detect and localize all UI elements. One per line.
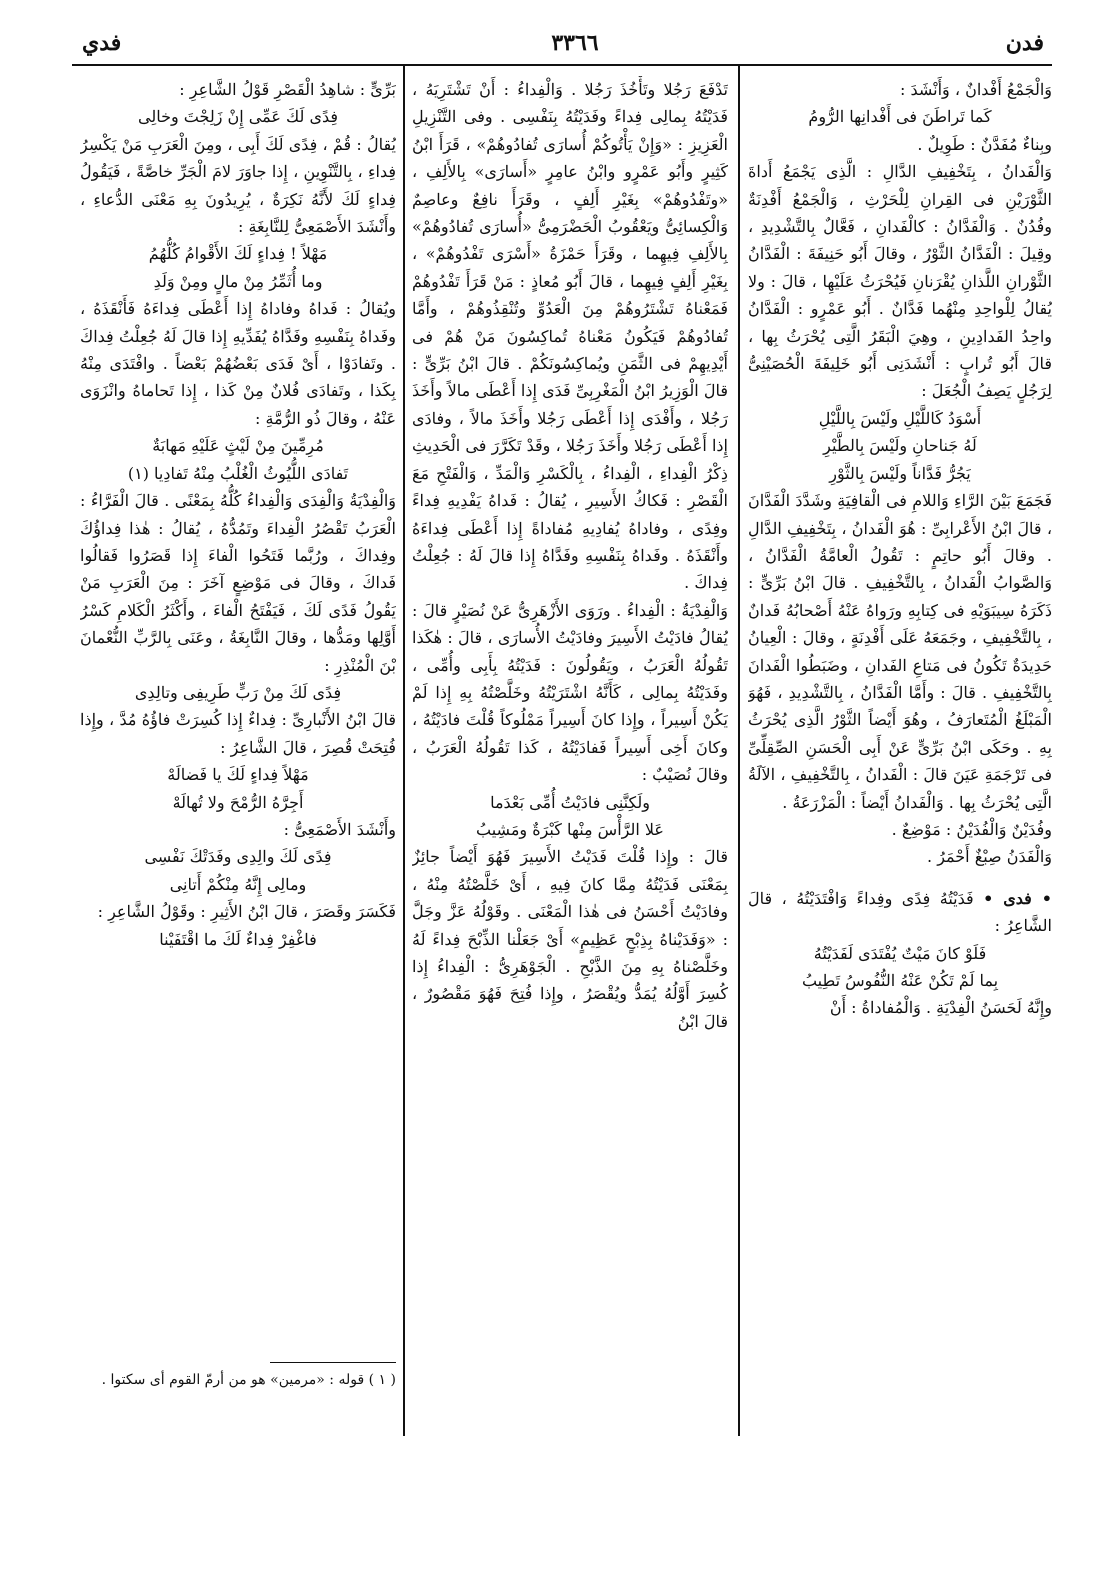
paragraph: قالَ : وإِذا قُلْتَ فَدَيْتُ الأَسِيرَ فَهُوَ أَيْضاً جائِزٌ بِمَعْنَى فَدَيْتُهُ مِمَّا كانَ فِيهِ ، أَىْ خَلَّصْتُهُ مِنْهُ ، وفادَيْتُ أَحْسَنُ فى هٰذا الْمَعْنَى . وقَوْلُهُ عَزَّ وجَلَّ : «وَفَدَيْناهُ بِذِبْحٍ عَظِيمٍ» أَىْ جَعَلْنا الذِّبْحَ فِداءً لَهُ وخَلَّصْناهُ بِهِ مِنَ الذَّبْحِ . الْجَوْهَرِىُّ : الْفِداءُ إِذا كُسِرَ أَوَّلُهُ يُمَدُّ ويُقْصَرُ ، وإِذا فُتِحَ فَهُوَ مَقْصُورٌ ، قالَ ابْنُ xyxy=(412,847,728,1031)
verse-line: ومالِى إِنَّهُ مِنْكُمْ أَتانِى xyxy=(169,874,307,894)
entry-headword: • فدى • xyxy=(983,888,1052,908)
column-divider-right xyxy=(738,66,740,1436)
verse-line: ولَكِنَّنِى فادَيْتُ أُمِّى بَعْدَما xyxy=(490,792,650,812)
paragraph: وأَنْشَدَ الأَصْمَعِىُّ : xyxy=(283,819,396,839)
header-right-word: فدن xyxy=(1005,30,1044,56)
paragraph: وبِناءٌ مُفَدَّنٌ : طَوِيلٌ . xyxy=(917,134,1052,154)
paragraph: فَدَيْتُهُ فِدًى وفِداءً وَافْتَدَيْتُهُ ، قالَ الشَّاعِرُ : xyxy=(748,888,1052,936)
verse-line: فَلَوْ كانَ مَيْتٌ يُفْتَدَى لَفَدَيْتُهُ xyxy=(813,943,987,963)
verse-line: مَهْلاً ! فِداءٍ لَكَ الأَقْوامُ كُلُّهُمُ xyxy=(148,244,328,264)
verse-line: لَهُ جَناحانِ ولَيْسَ بِالطَّيْرِ xyxy=(823,436,977,456)
verse-line: مَهْلاً فِداءٍ لَكَ يا فَضالَهْ xyxy=(167,765,309,785)
verse-line: أَسْوَدُ كَاللَّيْلِ ولَيْسَ بِاللَّيْلِ xyxy=(818,408,982,428)
paragraph: فَجَمَعَ بَيْنَ الرَّاءِ وَاللامِ فى الْقافِيَةِ وشَدَّدَ الْفَدَّانَ ، قالَ ابْنُ الأَعْرابِىِّ : هُوَ الْفَدانُ ، بِتَخْفِيفِ الدَّالِ . وقالَ أَبُو حاتِمٍ : تَقُولُ الْعامَّةُ الْفَدَّانُ ، وَالصَّوابُ الْفَدانُ ، بِالتَّخْفِيفِ . قالَ ابْنُ بَرِّىٍّ : ذَكَرَهُ سِيبَوَيْهِ فى كِتابِهِ ورَواهُ عَنْهُ أَصْحابُهُ فَدانٌ ، بِالتَّخْفِيفِ ، وجَمَعَهُ عَلَى أَفْدِنَةٍ ، وقالَ : الْعِيانُ حَدِيدَةٌ تَكُونُ فى مَتاعِ الفَدانِ ، وضَبَطُوا الْفَدانَ بِالتَّخْفِيفِ . قالَ : وأَمَّا الْفَدَّانُ ، بِالتَّشْدِيدِ ، فَهُوَ الْمَبْلَغُ الْمُتَعارَفُ ، وهُوَ أَيْضاً الثَّوْرُ الَّذِى يُحْرَثُ بِهِ . وحَكَى ابْنُ بَرِّىٍّ عَنْ أَبِى الْحَسَنِ الصِّقِلِّىِّ فى تَرْجَمَةِ عَيَنَ قالَ : الْفَدانُ ، بِالتَّخْفِيفِ ، الآلَةُ الَّتِى يُحْرَثُ بِها . وَالْفَدانُ أَيْضاً : الْمَزْرَعَةُ . xyxy=(748,491,1052,812)
verse-line: مُرِمِّينَ مِنْ لَيْثٍ عَلَيْهِ مَهابَةٌ xyxy=(152,436,324,456)
paragraph: وَالْفِدْيَةُ : الْفِداءُ . ورَوَى الأَزْهَرِىُّ عَنْ نُصَيْرٍ قالَ : يُقالُ فادَيْتُ الأَسِيرَ وفادَيْتُ الأُسارَى ، قالَ : هٰكَذا تَقُولُهُ الْعَرَبُ ، ويَقُولُونَ : فَدَيْتُهُ بِأَبِى وأُمِّى ، وفَدَيْتُهُ بِمالِى ، كَأَنَّهُ اشْتَرَيْتُهُ وخَلَّصْتُهُ بِهِ إِذا لَمْ يَكُنْ أَسِيراً ، وإِذا كانَ أَسِيراً مَمْلُوكاً قُلْتَ فادَيْتُهُ ، وكانَ أَخِى أَسِيراً فَفادَيْتُهُ ، كَذا تَقُولُهُ الْعَرَبُ ، وقالَ نُصَيْبٌ : xyxy=(412,600,728,785)
verse-line: بِما لَمْ تَكُنْ عَنْهُ النُّفُوسُ تَطِيبُ xyxy=(801,971,999,990)
paragraph: تَدْفَعَ رَجُلا وتَأْخُذَ رَجُلا . وَالْفِداءُ : أَنْ تَشْتَرِيَهُ ، فَدَيْتُهُ بِمالِى فِداءً وفَدَيْتُهُ بِنَفْسِى . وفى التَّنْزِيلِ الْعَزِيزِ : «وَإِنْ يَأْتُوكُمْ أُسارَى تُفادُوهُمْ» ، قَرَأَ ابْنُ كَثِيرٍ وأَبُو عَمْرٍو وابْنُ عامِرٍ «أَسارَى» بِالأَلِفِ ، «وتَفْدُوهُمْ» بِغَيْرِ أَلِفٍ ، وقَرَأَ نافِعٌ وعاصِمٌ وَالْكِسائِىُّ ويَعْقُوبُ الْحَضْرَمِىُّ «أُسارَى تُفادُوهُمْ» بِالأَلِفِ فِيهِما ، وقَرَأَ حَمْزَةُ «أَسْرَى تَفْدُوهُمْ» ، بِغَيْرِ أَلِفٍ فِيهِما ، قالَ أَبُو مُعاذٍ : مَنْ قَرَأَ تَفْدُوهُمْ فَمَعْناهُ تَشْتَرُوهُمْ مِنَ الْعَدُوِّ وتُنْقِذُوهُمْ ، وأَمَّا تُفادُوهُمْ فَيَكُونُ مَعْناهُ تُماكِسُونَ مَنْ هُمْ فى أَيْدِيهِمْ فى الثَّمَنِ ويُماكِسُونَكُمْ . قالَ ابْنُ بَرِّىٍّ : قالَ الْوَزِيرُ ابْنُ الْمَغْرِبِىِّ فَدَى إِذا أَعْطَى مالاً وأَخَذَ رَجُلا ، وأَفْدَى إِذا أَعْطَى رَجُلا وأَخَذَ مالاً ، وفادَى إِذا أَعْطَى رَجُلا وأَخَذَ رَجُلا ، وقَدْ تَكَرَّرَ فى الْحَدِيثِ ذِكْرُ الْفِداءِ ، الْفِداءُ ، بِالْكَسْرِ وَالْمَدِّ ، وَالْفَتْحِ مَعَ الْقَصْرِ : فَكاكُ الأَسِيرِ ، يُقالُ : فَداهُ يَفْدِيهِ فِداءً وفِدًى ، وفاداهُ يُفادِيهِ مُفاداةً إِذا أَعْطَى فِداءَهُ وأَنْقَذَهُ . وفَداهُ بِنَفْسِهِ وفَدَّاهُ إِذا قالَ لَهُ : جُعِلْتُ فِداكَ . xyxy=(412,80,728,593)
verse-line: تَفادَى اللُّيُوثُ الْغُلْبُ مِنْهُ تَفادِيا (١) xyxy=(127,463,349,483)
verse-line: فاغْفِرْ فِداءٌ لَكَ ما اقْتَفَيْنا xyxy=(159,929,317,949)
column-left xyxy=(80,76,396,1356)
paragraph: يُقالُ : قُمْ ، فِدًى لَكَ أَبِى ، ومِنَ الْعَرَبِ مَنْ يَكْسِرُ فِداءِ ، بِالتَّنْوِينِ ، إِذا جاوَرَ لامَ الْجَرِّ خاصَّةً ، فَيَقُولُ فِداءٍ لَكَ لأَنَّهُ نَكِرَةٌ ، يُرِيدُونَ بِهِ مَعْنَى الدُّعاءِ ، وأَنْشَدَ الأَصْمَعِىُّ لِلنَّابِغَةِ : xyxy=(80,134,396,237)
verse-line: فِدًى لَكَ مِنْ رَبٍّ طَرِيفِى وتالِدِى xyxy=(134,682,342,702)
paragraph: بَرِّىٍّ : شاهِدُ الْقَصْرِ قَوْلُ الشَّاعِرِ : xyxy=(179,80,396,99)
column-middle xyxy=(412,76,728,1436)
paragraph: وإِنَّهُ لَحَسَنُ الْفِدْيَةِ . وَالْمُفاداةُ : أَنْ xyxy=(829,998,1052,1018)
verse-line: فِدًى لَكَ والِدِى وفَدَتْكَ نَفْسِى xyxy=(144,847,332,867)
header-rule xyxy=(72,64,1052,66)
paragraph: وفُدَيْنٌ وَالْفُدَيْنُ : مَوْضِعٌ . xyxy=(891,819,1052,839)
verse-line: أَجِرَّهُ الرُّمْحَ ولا تُهالَهْ xyxy=(172,792,304,812)
footnote: ( ١ ) قوله : «مرمين» هو من أرمّ القوم أى سكتوا . xyxy=(101,1372,396,1388)
paragraph: ويُقالُ : فَداهُ وفاداهُ إِذا أَعْطَى فِداءَهُ فَأَنْقَذَهُ ، وفَداهُ بِنَفْسِهِ وفَدَّاهُ يُفَدِّيهِ إِذا قالَ لَهُ جُعِلْتُ فِداكَ . وتَفادَوْا ، أَىْ فَدَى بَعْضُهُمْ بَعْضاً . وافْتَدَى مِنْهُ بِكَذا ، وتَفادَى فُلانٌ مِنْ كَذا ، إِذا تَحاماهُ وانْزَوَى عَنْهُ ، وقالَ ذُو الرُّمَّةِ : xyxy=(80,299,396,428)
paragraph: وَالْجَمْعُ أَفْدانٌ ، وَأَنْشَدَ : xyxy=(899,80,1052,99)
page-number: ٣٣٦٦ xyxy=(551,30,599,56)
verse-line: يَجُرُّ فَدَّاناً ولَيْسَ بِالثَّوْرِ xyxy=(829,463,971,483)
paragraph: قالَ ابْنُ الأَنْبارِىِّ : فِداءٌ إِذا كُسِرَتْ فاؤُهُ مُدَّ ، وإِذا فُتِحَتْ قُصِرَ ، قالَ الشَّاعِرُ : xyxy=(80,710,396,757)
paragraph: وَالْفَدانُ ، بِتَخْفِيفِ الدَّالِ : الَّذِى يَجْمَعُ أَداةَ الثَّوْرَيْنِ فى القِرانِ لِلْحَرْثِ ، وَالْجَمْعُ أَفْدِنَةٌ وفُدُنٌ . وَالْفَدَّانُ : كالْفَدانِ ، فَعَّالٌ بِالتَّشْدِيدِ ، وقِيلَ : الْفَدَّانُ الثَّوْرُ ، وقالَ أَبُو حَنِيفَةَ : الْفَدَّانُ الثَّوْرانِ اللَّذانِ يُقْرَنانِ فَيُحْرَثُ عَلَيْهِا ، قالَ : ولا يُقالُ لِلْواحِدِ مِنْهُما فَدَّانٌ . أَبُو عَمْرٍو : الْفَدَّانُ واحِدُ الفَدادِينِ ، وهِيَ الْبَقَرُ الَّتِى يُحْرَثُ بِها ، قالَ أَبُو تُرابٍ : أَنْشَدَنِى أَبُو خَلِيفَةَ الْحُصَيْنِىُّ لِرَجُلٍ يَصِفُ الْجُعَلَ : xyxy=(748,162,1052,401)
paragraph: وَالْفَدَنُ صِبْغٌ أَحْمَرُ . xyxy=(927,847,1052,867)
paragraph: فَكَسَرَ وقَصَرَ ، قالَ ابْنُ الأَثِيرِ : وقَوْلُ الشَّاعِرِ : xyxy=(97,902,396,922)
column-divider-left xyxy=(403,66,405,1436)
verse-line: عَلا الرَّأْسَ مِنْها كَبْرَةٌ ومَشِيبُ xyxy=(476,819,664,839)
verse-line: فِدًى لَكَ عَمِّى إِنْ زَلِجْتَ وخالِى xyxy=(137,107,339,127)
paragraph: وَالْفِدْيَةُ وَالْفِدَى وَالْفِداءُ كُلُّهُ بِمَعْنًى . قالَ الْفَرَّاءُ : الْعَرَبُ تَقْصُرُ الْفِداءَ وتَمُدُّهُ ، يُقالُ : هٰذا فِداؤُكَ وفِداكَ ، ورُبَّما فَتَحُوا الْفاءَ إِذا قَصَرُوا فَقالُوا فَداكَ ، وقالَ فى مَوْضِعٍ آخَرَ : مِنَ الْعَرَبِ مَنْ يَقُولُ فَدًى لَكَ ، فَيَفْتَحُ الْفاءَ ، وأَكْثَرُ الْكَلامِ كَسْرُ أَوَّلِها ومَدُّها ، وقالَ النَّابِغَةُ ، وعَنَى بِالرَّبِّ النُّعْمانَ بْنَ الْمُنْذِرِ : xyxy=(80,491,396,675)
footnote-rule xyxy=(270,1362,396,1363)
verse-line: كَما تَراطَنَ فى أَفْدانِها الرُّومُ xyxy=(808,107,992,127)
column-right xyxy=(748,76,1052,1436)
header-left-word: فدي xyxy=(82,30,122,56)
verse-line: وما أُثَمِّرُ مِنْ مالٍ ومِنْ وَلَدِ xyxy=(153,271,323,291)
